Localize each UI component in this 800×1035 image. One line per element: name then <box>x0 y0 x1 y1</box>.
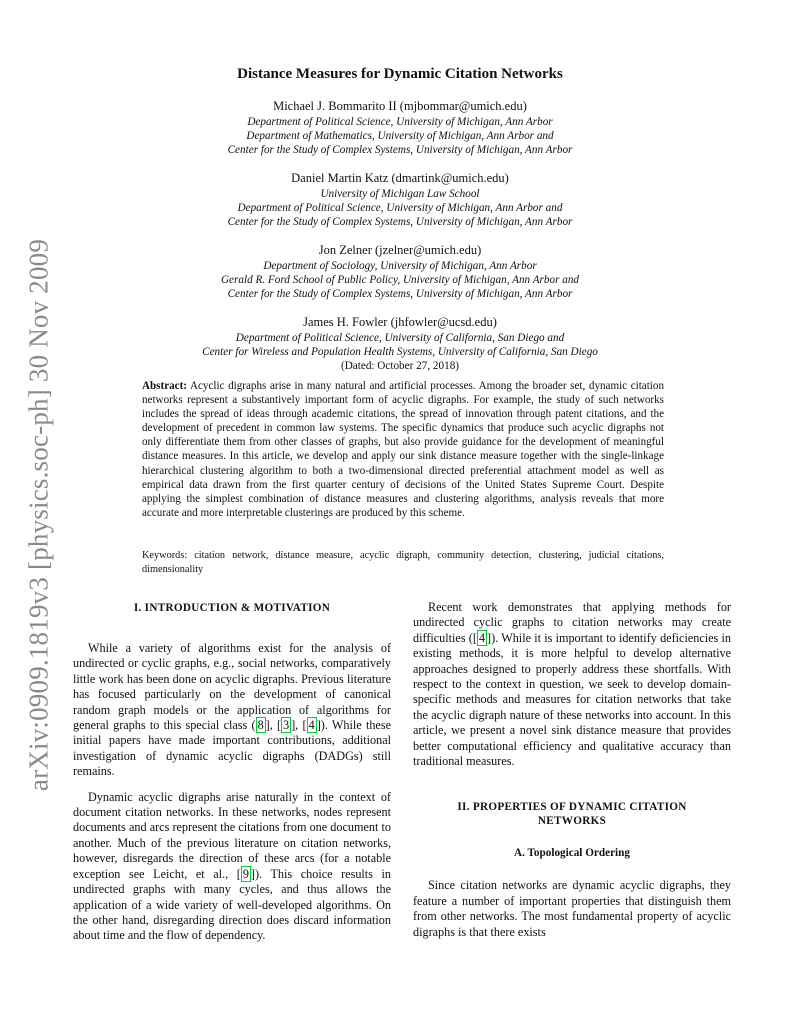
keywords: Keywords: citation network, distance measure, acyclic digraph, community detection, clustering, judicial citations, dimensionality <box>142 550 664 575</box>
section-heading-line: NETWORKS <box>537 815 607 828</box>
paragraph <box>413 600 731 769</box>
citation-link[interactable]: 3 <box>283 718 290 733</box>
author-name: James H. Fowler (jhfowler@ucsd.edu) <box>303 315 497 329</box>
subsection-heading-topological-ordering: A. Topological Ordering <box>514 847 630 860</box>
author-list <box>0 99 800 373</box>
paragraph <box>73 641 391 780</box>
author-affiliation: Department of Mathematics, University of Michigan, Ann Arbor and <box>246 130 554 142</box>
paragraph <box>73 790 391 944</box>
citation-link[interactable]: 4 <box>478 630 486 645</box>
paragraph-text: ]). This choice results in undirected graphs with many cycles, and thus allows the application of a wide variety of well-developed algorithms. On the other hand, disregarding direction does discard information about time and the flow of dependency. <box>73 866 392 943</box>
paper-title: Distance Measures for Dynamic Citation Networks <box>237 66 563 82</box>
paragraph-text: ], [ <box>291 718 307 733</box>
author-affiliation: Center for the Study of Complex Systems, University of Michigan, Ann Arbor <box>227 144 573 156</box>
section-heading-line: II. PROPERTIES OF DYNAMIC CITATION <box>457 801 687 814</box>
author-affiliation: Department of Political Science, University of Michigan, Ann Arbor <box>247 116 553 128</box>
author-block <box>0 315 800 373</box>
author-affiliation: Department of Political Science, University of Michigan, Ann Arbor and <box>237 202 563 214</box>
author-affiliation: Department of Sociology, University of Michigan, Ann Arbor <box>263 260 537 272</box>
abstract-text: Acyclic digraphs arise in many natural and artificial processes. Among the broader set, dynamic citation networks represent a substantively important form of acyclic digraphs. For example, the study of such networks includes the spread of ideas through academic citations, the spread of innovation through patent citations, and the development of precedent in common law systems. The specific dynamics that produce such acyclic digraphs not only differentiate them from other classes of graphs, but also provide guidance for the development of meaningful distance measures. In this article, we develop and apply our sink distance measure together with the single-linkage hierarchical clustering algorithm to both a two-dimensional directed preferential attachment model as well as empirical data drawn from the first quarter century of decisions of the United States Supreme Court. Despite applying the simplest combination of distance measures and clustering algorithms, analysis reveals that more accurate and more interpretable clusterings are produced by this scheme. <box>142 380 664 519</box>
paragraph-text: Dynamic acyclic digraphs arise naturally in the context of document citation networks. In these networks, nodes represent documents and arcs represent the citations from one document to another. Much of the previous literature on citation networks, however, disregards the direction of these arcs (for a notable exception see Leicht, et al., [ <box>73 789 391 881</box>
paragraph: Since citation networks are dynamic acyclic digraphs, they feature a number of important properties that distinguish them from other networks. The most fundamental property of acyclic digraphs is that there exists <box>413 878 731 939</box>
right-column <box>413 600 731 940</box>
date-line: (Dated: October 27, 2018) <box>340 360 460 372</box>
author-block <box>0 99 800 157</box>
abstract <box>142 379 664 520</box>
section-heading-properties <box>413 800 731 828</box>
citation-link[interactable]: 4 <box>308 718 315 733</box>
citation-link[interactable]: 9 <box>242 866 249 881</box>
paragraph-text: While a variety of algorithms exist for the analysis of undirected or cyclic graphs, e.g., social networks, comparatively little work has been done on acyclic digraphs. Previous literature has focused particularly on the development of canonical random graph models or the application of algorithms for general graphs to this special class ( <box>73 641 391 733</box>
author-affiliation: Center for the Study of Complex Systems, University of Michigan, Ann Arbor <box>227 288 573 300</box>
author-block <box>0 171 800 229</box>
author-name: Michael J. Bommarito II (mjbommar@umich.edu) <box>273 99 527 113</box>
author-affiliation: Department of Political Science, University of California, San Diego and <box>235 332 565 344</box>
arxiv-id-text: arXiv:0909.1819v3 [physics.soc-ph] 30 Nov 2009 <box>23 238 54 792</box>
author-affiliation: Center for the Study of Complex Systems, University of Michigan, Ann Arbor <box>227 216 573 228</box>
author-name: Jon Zelner (jzelner@umich.edu) <box>318 243 482 257</box>
paragraph-text: ]). While it is important to identify deficiencies in existing methods, it is more helpful to develop alternative approaches designed to properly address these shortfalls. With respect to the context in question, we seek to develop domain-specific methods and measures for citation networks that take the acyclic digraph nature of these networks into account. In this article, we present a novel sink distance measure that provides better computational efficiency and qualitative accuracy than traditional measures. <box>413 630 731 769</box>
citation-link[interactable]: 8 <box>257 718 264 733</box>
author-affiliation: Gerald R. Ford School of Public Policy, University of Michigan, Ann Arbor and <box>220 274 580 286</box>
paragraph-text: ]). While these initial papers have made important contributions, additional investigation of dynamic acyclic digraphs (DADGs) still remains. <box>73 718 391 779</box>
author-name: Daniel Martin Katz (dmartink@umich.edu) <box>291 171 509 185</box>
abstract-label: Abstract: <box>142 380 187 392</box>
section-heading-introduction: I. INTRODUCTION & MOTIVATION <box>133 602 331 614</box>
author-affiliation: University of Michigan Law School <box>320 188 480 200</box>
author-affiliation: Center for Wireless and Population Health Systems, University of California, San Diego <box>202 346 598 358</box>
paragraph-text: ], [ <box>265 718 282 733</box>
left-column <box>73 600 391 944</box>
paragraph-text: Recent work demonstrates that applying methods for undirected cyclic graphs to citation networks may create difficulties ([ <box>413 600 731 645</box>
author-block <box>0 243 800 301</box>
